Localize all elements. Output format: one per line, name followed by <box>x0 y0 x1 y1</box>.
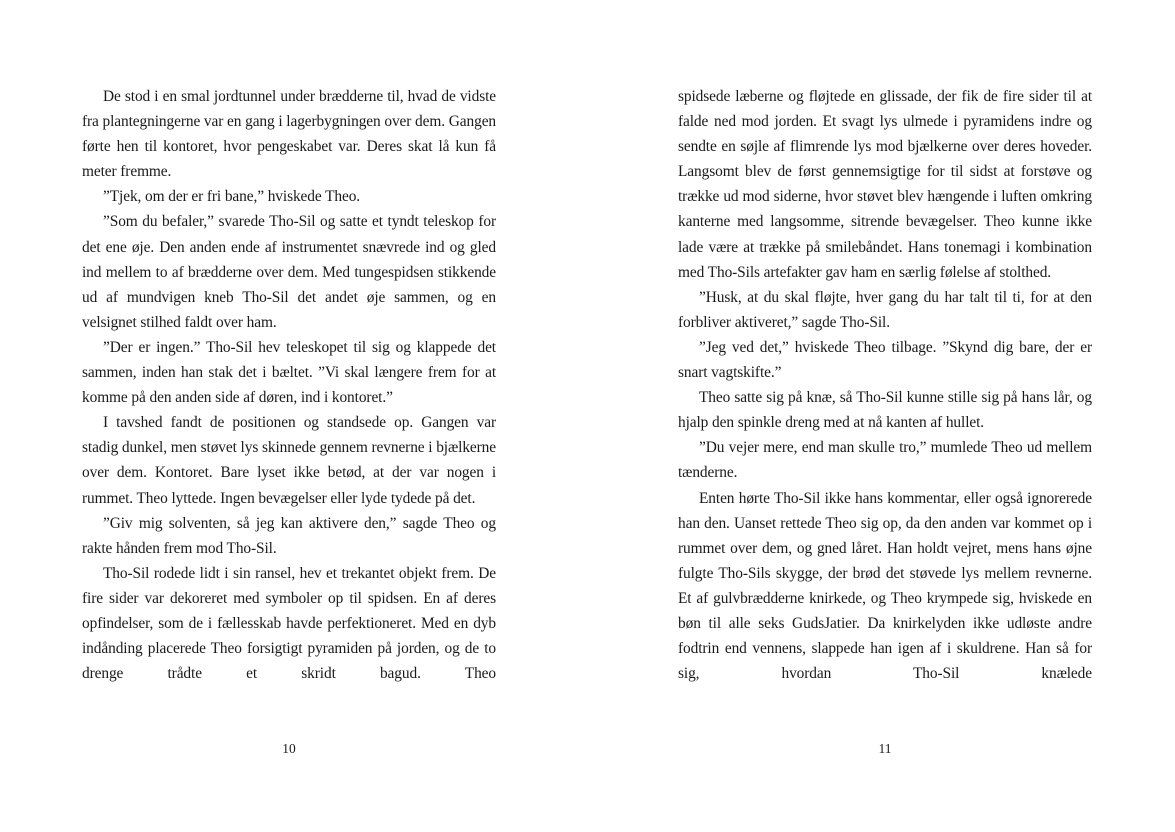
paragraph: Enten hørte Tho-Sil ikke hans kommentar, eller også ignorerede han den. Uanset rettede Theo sig op, da den anden var kommet op i rummet over dem, og gned låret. Han holdt vejret, mens hans øjne fulgte Tho-Sils skygge, der brød det støvede lys mellem revnerne. Et af gulvbrædderne knirkede, og Theo krympede sig, hviskede en bøn til alle seks GudsJatier. Da knirkelyden ikke udløste andre fodtrin end vennens, slappede han igen af i skuldrene. Han så for sig, hvordan Tho-Sil knælede <box>678 489 1092 683</box>
page-number: 11 <box>878 741 892 756</box>
paragraph: ”Husk, at du skal fløjte, hver gang du har talt til ti, for at den forbliver aktiveret,” sagde Tho-Sil. <box>678 288 1092 331</box>
page-number: 10 <box>282 741 296 756</box>
paragraph: ”Giv mig solventen, så jeg kan aktivere den,” sagde Theo og rakte hånden frem mod Tho-Sil. <box>82 514 496 557</box>
paragraph: spidsede læberne og fløjtede en glissade, der fik de fire sider til at falde ned mod jorden. Et svagt lys ulmede i pyramidens indre og sendte en søjle af flimrende lys mod bjælkerne over deres hoveder. Langsomt blev de først gennemsigtige for til sidst at forstøve og trække ud mod siderne, hvor støvet blev hængende i luften omkring kanterne med langsomme, sitrende bevægelser. Theo kunne ikke lade være at trække på smilebåndet. Hans tonemagi i kombination med Tho-Sils artefakter gav ham en særlig følelse af stolthed. <box>678 88 1092 281</box>
paragraph: ”Jeg ved det,” hviskede Theo tilbage. ”Skynd dig bare, der er snart vagtskifte.” <box>678 338 1092 382</box>
paragraph: Theo satte sig på knæ, så Tho-Sil kunne stille sig på hans lår, og hjalp den spinkle dreng med at nå kanten af hullet. <box>678 389 1092 432</box>
paragraph: ”Der er ingen.” Tho-Sil hev teleskopet til sig og klappede det sammen, inden han stak det i bæltet. ”Vi skal længere frem for at komme på den anden side af døren, ind i kontoret.” <box>82 338 496 407</box>
right-page <box>678 84 1092 686</box>
paragraph: ”Du vejer mere, end man skulle tro,” mumlede Theo ud mellem tænderne. <box>678 439 1092 482</box>
paragraph: ”Tjek, om der er fri bane,” hviskede Theo. <box>103 188 361 206</box>
paragraph: De stod i en smal jordtunnel under brædderne til, hvad de vidste fra plantegningerne var en gang i lagerbygningen over dem. Gangen førte hen til kontoret, hvor pengeskabet var. Deres skat lå kun få meter fremme. <box>82 88 497 181</box>
paragraph: ”Som du befaler,” svarede Tho-Sil og satte et tyndt teleskop for det ene øje. Den anden ende af instrumentet snævrede ind og gled ind mellem to af brædderne over dem. Med tungespidsen stikkende ud af mundvigen kneb Tho-Sil det andet øje sammen, og en velsignet stilhed faldt over ham. <box>82 213 496 331</box>
paragraph: Tho-Sil rodede lidt i sin ransel, hev et trekantet objekt frem. De fire sider var dekoreret med symboler op til spidsen. En af deres opfindelser, som de i fællesskab havde perfektioneret. Med en dyb indånding placerede Theo forsigtigt pyramiden på jorden, og de to drenge trådte et skridt bagud. Theo <box>82 564 496 683</box>
paragraph: I tavshed fandt de positionen og standsede op. Gangen var stadig dunkel, men støvet lys skinnede gennem revnerne i bjælkerne over dem. Kontoret. Bare lyset ikke betød, at der var nogen i rummet. Theo lyttede. Ingen bevægelser eller lyde tydede på det. <box>82 414 496 507</box>
left-page <box>82 84 496 686</box>
